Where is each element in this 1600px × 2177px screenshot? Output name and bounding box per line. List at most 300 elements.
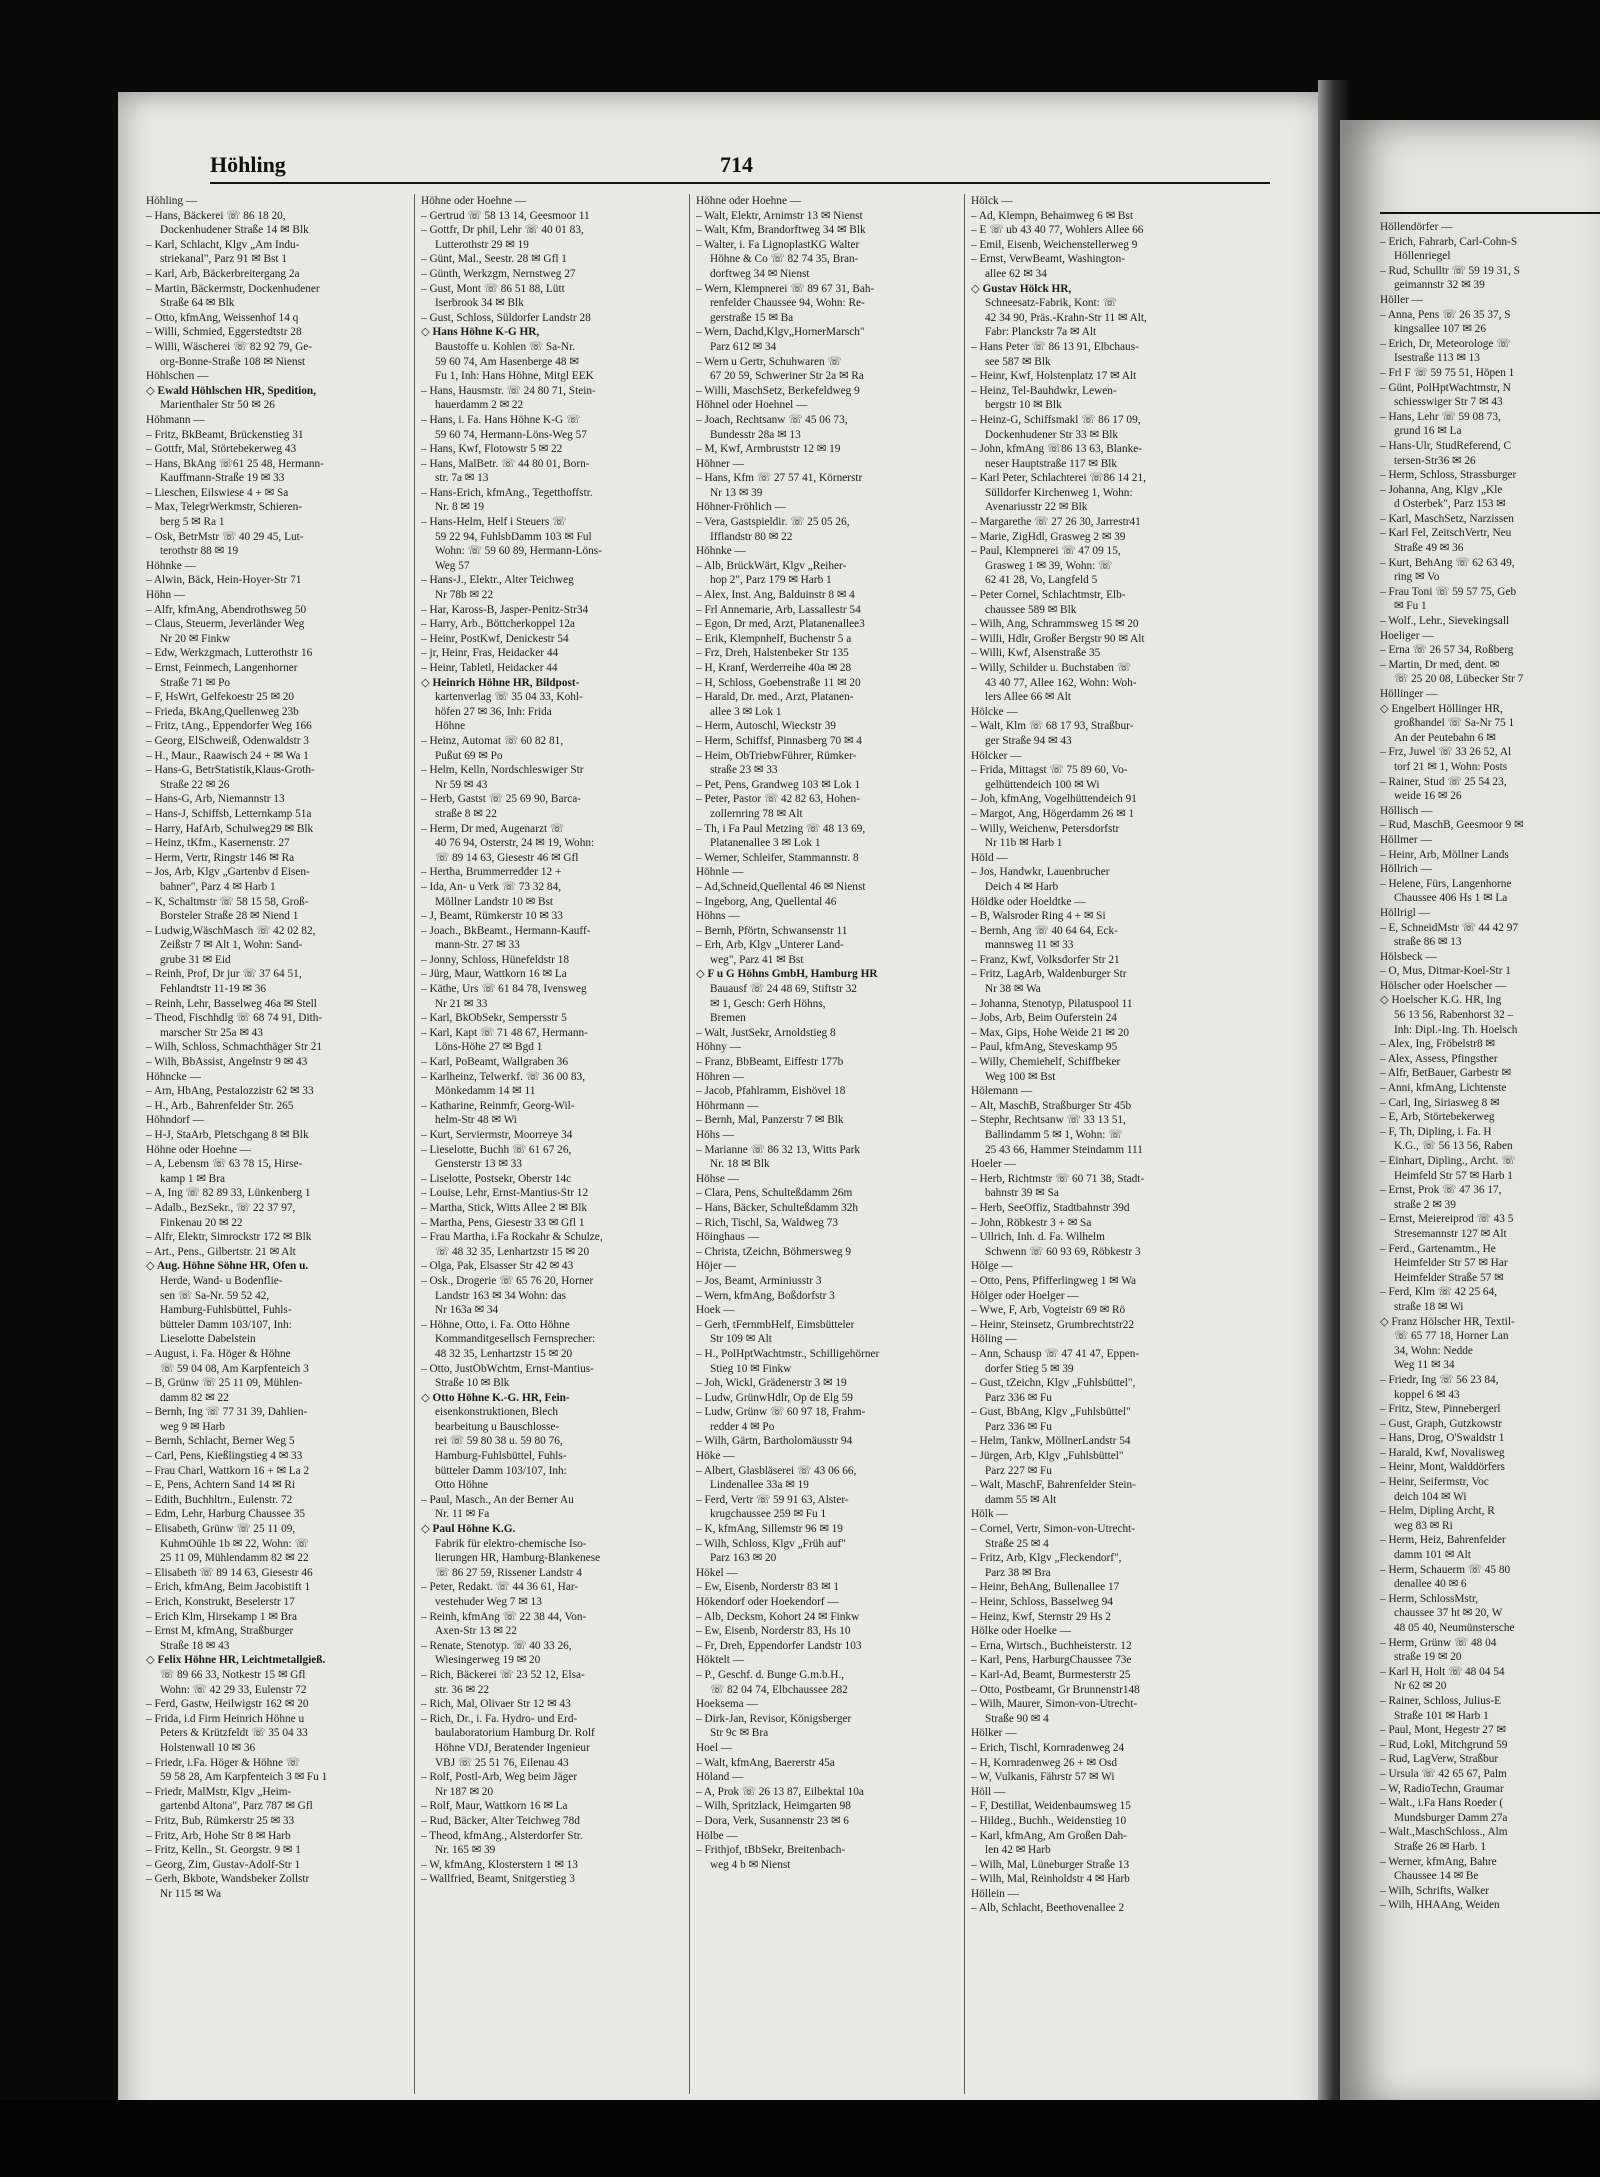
directory-entry: – Jos, Arb, Klgv „Gartenbv d Eisen- — [146, 866, 310, 879]
directory-entry: KuhmOühle 1b ✉ 22, Wohn: ☏ — [160, 1537, 309, 1550]
directory-entry: Str 9c ✉ Bra — [710, 1727, 769, 1740]
directory-entry: – Gottfr, Dr phil, Lehr ☏ 40 01 83, — [421, 224, 584, 237]
directory-entry: – Franz, Kwf, Volksdorfer Str 21 — [971, 953, 1120, 966]
directory-entry: VBJ ☏ 25 51 76, Eilenau 43 — [435, 1756, 569, 1769]
directory-entry: – Walt, kfmAng, Baererstr 45a — [696, 1756, 835, 1769]
directory-entry: – Willi, Kwf, Alsenstraße 35 — [971, 647, 1101, 660]
facing-page-entry: – Heinr, Mont, Walddörfers — [1380, 1461, 1505, 1474]
directory-entry: – Wilh, Gärtn, Bartholomäusstr 94 — [696, 1435, 853, 1448]
directory-entry: – Willy, Chemiehelf, Schiffbeker — [971, 1056, 1121, 1069]
facing-page-entry: – Wilh, Schrifts, Walker — [1380, 1884, 1489, 1897]
surname-heading: Höhs — — [696, 1129, 734, 1141]
facing-page-entry: Höllrigl — — [1380, 906, 1430, 919]
directory-entry: ◇ F u G Höhns GmbH, Hamburg HR — [696, 968, 878, 981]
directory-entry: – Willi, Schmied, Eggerstedtstr 28 — [146, 326, 302, 339]
facing-page-entry: Mundsburger Damm 27a — [1394, 1811, 1508, 1824]
directory-entry: – Ludw, Grünw ☏ 60 97 18, Frahm- — [696, 1406, 866, 1419]
column-divider — [689, 194, 690, 2094]
directory-entry: – Liselotte, Postsekr, Oberstr 14c — [421, 1172, 572, 1185]
scan-border — [0, 2100, 1600, 2177]
directory-entry: Marienthaler Str 50 ✉ 26 — [160, 399, 275, 412]
surname-heading: Höhncke — — [146, 1070, 201, 1083]
directory-entry: ◇ Felix Höhne HR, Leichtmetallgieß. — [146, 1654, 326, 1667]
directory-entry: – Walt, JustSekr, Arnoldstieg 8 — [696, 1026, 836, 1039]
directory-entry: – Alb, Schlacht, Beethovenallee 2 — [971, 1902, 1125, 1915]
directory-entry: Platanenallee 3 ✉ Lok 1 — [710, 837, 821, 850]
facing-page-entry: koppel 6 ✉ 43 — [1394, 1388, 1460, 1401]
directory-entry: Nr. 11 ✉ Fa — [435, 1508, 490, 1521]
directory-entry: Lindenallee 33a ✉ 19 — [710, 1479, 809, 1492]
directory-entry: Bundesstr 28a ✉ 13 — [710, 428, 801, 441]
directory-entry: – Fritz, tAng., Eppendorfer Weg 166 — [146, 720, 312, 733]
facing-page-entry: – Alex, Assess, Pfingsther — [1380, 1052, 1498, 1065]
facing-page-entry: K.G., ☏ 56 13 56, Raben — [1394, 1140, 1513, 1153]
directory-entry: – Osk, BetrMstr ☏ 40 29 45, Lut- — [146, 530, 304, 543]
directory-entry: Dockenhudener Str 33 ✉ Blk — [985, 428, 1119, 441]
surname-heading: Hölger oder Hoelger — — [971, 1289, 1079, 1302]
surname-heading: Höhnle — — [696, 866, 744, 879]
facing-page-entry: Stresemannstr 127 ✉ Alt — [1394, 1227, 1507, 1240]
directory-entry: Hamburg-Fuhlsbüttel, Fuhls- — [160, 1304, 292, 1317]
directory-entry: Höhne VDJ, Beratender Ingenieur — [435, 1741, 590, 1754]
directory-entry: – Louise, Lehr, Ernst-Mantius-Str 12 — [421, 1187, 589, 1200]
facing-page — [1340, 120, 1600, 2110]
directory-entry: – Jos, Beamt, Arminiusstr 3 — [696, 1274, 822, 1287]
surname-heading: Höhnel oder Hoehnel — — [696, 399, 808, 412]
directory-entry: – Rich, Mal, Olivaer Str 12 ✉ 43 — [421, 1698, 571, 1711]
directory-entry: Straße 90 ✉ 4 — [985, 1712, 1049, 1725]
directory-entry: – Fritz, Arb, Hohe Str 8 ✉ Harb — [146, 1829, 291, 1842]
directory-entry: – Claus, Steuerm, Jeverländer Weg — [146, 618, 305, 631]
directory-entry: – Alwin, Bäck, Hein-Hoyer-Str 71 — [146, 574, 302, 587]
facing-page-entry: – W, RadioTechn, Graumar — [1380, 1782, 1504, 1795]
directory-entry: – Georg, ElSchweiß, Odenwaldstr 3 — [146, 734, 309, 747]
directory-entry: – Alfr, kfmAng, Abendrothsweg 50 — [146, 603, 307, 616]
facing-page-entry: – Rud, Lokl, Mitchgrund 59 — [1380, 1738, 1508, 1751]
directory-entry: Parz 227 ✉ Fu — [985, 1464, 1052, 1477]
directory-entry: – Bernh, Pförtn, Schwansenstr 11 — [696, 924, 848, 937]
surname-heading: Höke — — [696, 1450, 735, 1463]
directory-entry: – Wern, kfmAng, Boßdorfstr 3 — [696, 1289, 835, 1302]
facing-page-entry: d Osterbek", Parz 153 ✉ — [1394, 498, 1506, 511]
directory-entry: – Fritz, Arb, Klgv „Fleckendorf", — [971, 1552, 1122, 1565]
facing-page-entry: ☏ 65 77 18, Horner Lan — [1394, 1330, 1509, 1343]
facing-page-entry: – Hans, Drog, O'Swaldstr 1 — [1380, 1432, 1505, 1445]
directory-entry: – Martin, Bäckermstr, Dockenhudener — [146, 282, 320, 295]
facing-page-entry: – Fritz, Stew, Pinnebergerl — [1380, 1403, 1501, 1416]
directory-entry: – Martha, Pens, Giesestr 33 ✉ Gfl 1 — [421, 1216, 585, 1229]
directory-entry: – H., PolHptWachtmstr., Schilligehörner — [696, 1347, 880, 1360]
directory-entry: Nr 21 ✉ 33 — [435, 997, 488, 1010]
facing-page-entry: Nr 62 ✉ 20 — [1394, 1680, 1447, 1693]
directory-entry: mann-Str. 27 ✉ 33 — [435, 939, 520, 952]
directory-entry: Iserbrook 34 ✉ Blk — [435, 297, 524, 310]
directory-entry: Nr. 18 ✉ Blk — [710, 1158, 770, 1171]
directory-entry: Parz 163 ✉ 20 — [710, 1552, 777, 1565]
directory-entry: – Katharine, Reinmfr, Georg-Wil- — [421, 1099, 575, 1112]
directory-entry: – Jürgen, Arb, Klgv „Fuhlsbüttel" — [971, 1450, 1124, 1463]
directory-entry: – Bernh, Ing ☏ 77 31 39, Dahlien- — [146, 1406, 308, 1419]
facing-page-entry: Straße 101 ✉ Harb 1 — [1394, 1709, 1489, 1722]
surname-heading: Höhren — — [696, 1070, 745, 1083]
directory-entry: kartenverlag ☏ 35 04 33, Kohl- — [435, 691, 583, 704]
directory-entry: – Th, i Fa Paul Metzing ☏ 48 13 69, — [696, 822, 866, 835]
directory-entry: neser Hauptstraße 117 ✉ Blk — [985, 457, 1118, 470]
directory-entry: – Vera, Gastspieldir. ☏ 25 05 26, — [696, 516, 850, 529]
directory-entry: – Hans-Helm, Helf i Steuers ☏ — [421, 516, 567, 529]
column-3 — [696, 194, 954, 1872]
directory-entry: Holstenwall 10 ✉ 36 — [160, 1741, 256, 1754]
directory-entry: – Heim, ObTriebwFührer, Rümker- — [696, 749, 857, 762]
directory-entry: 59 60 74, Hermann-Löns-Weg 57 — [435, 428, 587, 441]
directory-entry: – Karlheinz, Telwerkf. ☏ 36 00 83, — [421, 1070, 586, 1083]
facing-page-entry: – Ernst, Prok ☏ 47 36 17, — [1380, 1184, 1502, 1197]
directory-entry: – Paul, Klempnerei ☏ 47 09 15, — [971, 545, 1121, 558]
directory-entry: Str 109 ✉ Alt — [710, 1333, 772, 1346]
directory-page — [118, 92, 1340, 2152]
directory-entry: Nr 38 ✉ Wa — [985, 983, 1041, 996]
facing-page-entry: kingsallee 107 ✉ 26 — [1394, 323, 1486, 336]
directory-entry: – Hans, BkAng ☏61 25 48, Hermann- — [146, 457, 324, 470]
directory-entry: – Arn, HbAng, Pestalozzistr 62 ✉ 33 — [146, 1085, 314, 1098]
facing-page-entry: Chaussee 14 ✉ Be — [1394, 1870, 1479, 1883]
directory-entry: Nr 11b ✉ Harb 1 — [985, 837, 1063, 850]
directory-entry: – Otto, JustObWchtm, Ernst-Mantius- — [421, 1362, 594, 1375]
directory-entry: – H, Kranf, Werderreihe 40a ✉ 28 — [696, 662, 852, 674]
directory-entry: ◇ Ewald Höhlschen HR, Spedition, — [146, 384, 317, 397]
directory-entry: Lutterothstr 29 ✉ 19 — [435, 238, 529, 251]
directory-entry: – Joach, Rechtsanw ☏ 45 06 73, — [696, 413, 848, 426]
facing-page-entry: Hölsbeck — — [1380, 950, 1437, 963]
directory-entry: – Ida, An- u Verk ☏ 73 32 84, — [421, 880, 562, 893]
directory-entry: – John, Röbkestr 3 + ✉ Sa — [971, 1216, 1092, 1229]
directory-entry: – Herm, Vertr, Ringstr 146 ✉ Ra — [146, 851, 295, 864]
surname-heading: Höhner — — [696, 457, 745, 470]
directory-entry: – Walt, Kfm, Brandorftweg 34 ✉ Blk — [696, 224, 866, 237]
directory-entry: – Heinr, Kwf, Holstenplatz 17 ✉ Alt — [971, 370, 1137, 383]
directory-entry: lers Allee 66 ✉ Alt — [985, 691, 1072, 704]
directory-entry: – Ludw, GrünwHdlr, Op de Elg 59 — [696, 1391, 853, 1404]
surname-heading: Höllein — — [971, 1887, 1020, 1900]
directory-entry: Höhne — [435, 720, 466, 733]
facing-page-entry: – O, Mus, Ditmar-Koel-Str 1 — [1380, 965, 1511, 978]
surname-heading: Höhny — — [696, 1041, 741, 1054]
facing-page-entry: – Anni, kfmAng, Lichtenste — [1380, 1082, 1507, 1095]
directory-entry: Straße 10 ✉ Blk — [435, 1377, 510, 1390]
directory-entry: Fu 1, Inh: Hans Höhne, Mitgl EEK — [435, 370, 594, 383]
directory-entry: – Johanna, Stenotyp, Pilatuspool 11 — [971, 997, 1133, 1010]
directory-entry: – Frida, i.d Firm Heinrich Höhne u — [146, 1712, 305, 1725]
surname-heading: Höhn — — [146, 589, 186, 602]
directory-entry: – Walt, Elektr, Arnimstr 13 ✉ Nienst — [696, 209, 863, 222]
directory-entry: – Wilh, Mal, Lüneburger Straße 13 — [971, 1858, 1130, 1871]
directory-entry: – Elisabeth, Grünw ☏ 25 11 09, — [146, 1523, 296, 1536]
directory-entry: straße 8 ✉ 22 — [435, 807, 497, 820]
surname-heading: Höhnke — — [146, 559, 196, 572]
directory-entry: – Peter, Redakt. ☏ 44 36 61, Har- — [421, 1581, 579, 1594]
directory-entry: – Günth, Werkzgm, Nernstweg 27 — [421, 267, 576, 280]
directory-entry: – Osk., Drogerie ☏ 65 76 20, Horner — [421, 1274, 594, 1287]
directory-entry: – Wilh, Maurer, Simon-von-Utrecht- — [971, 1698, 1138, 1711]
directory-entry: – Marie, ZigHdl, Grasweg 2 ✉ 39 — [971, 530, 1126, 543]
directory-entry: – Gertrud ☏ 58 13 14, Geesmoor 11 — [421, 209, 590, 222]
directory-entry: 25 43 66, Hammer Steindamm 111 — [985, 1143, 1143, 1156]
facing-page-entry: Höllmer — — [1380, 833, 1432, 846]
directory-entry: – W, kfmAng, Klosterstern 1 ✉ 13 — [421, 1858, 578, 1871]
directory-entry: Wiesingerweg 19 ✉ 20 — [435, 1654, 541, 1667]
directory-entry: – Edm, Lehr, Harburg Chaussee 35 — [146, 1508, 306, 1521]
facing-page-entry: – Ferd, Klm ☏ 42 25 64, — [1380, 1286, 1498, 1299]
directory-entry: helm-Str 48 ✉ Wi — [435, 1114, 517, 1127]
directory-entry: – Lieselotte, Buchh ☏ 61 67 26, — [421, 1143, 572, 1156]
facing-page-entry: – Frau Toni ☏ 59 57 75, Geb — [1380, 585, 1517, 598]
directory-entry: – Ernst, Feinmech, Langenhorner — [146, 662, 298, 674]
surname-heading: Hökendorf oder Hoekendorf — — [696, 1596, 839, 1608]
directory-entry: weg", Parz 41 ✉ Bst — [710, 953, 804, 966]
directory-entry: – Alfr, Elektr, Simrockstr 172 ✉ Blk — [146, 1231, 312, 1244]
facing-page-entry: Höllinger — — [1380, 688, 1438, 700]
directory-entry: ger Straße 94 ✉ 43 — [985, 734, 1072, 747]
directory-entry: – Fritz, BkBeamt, Brückenstieg 31 — [146, 428, 304, 441]
directory-entry: – Frida, Mittagst ☏ 75 89 60, Vo- — [971, 764, 1128, 777]
directory-entry: – Edith, Buchhltrn., Eulenstr. 72 — [146, 1493, 293, 1506]
directory-entry: Fabrik für elektro-chemische Iso- — [435, 1537, 587, 1550]
directory-entry: – Wilh, BbAssist, Angelnstr 9 ✉ 43 — [146, 1056, 308, 1069]
directory-entry: Bremen — [710, 1012, 746, 1025]
directory-entry: – Erich, Konstrukt, Beselerstr 17 — [146, 1596, 295, 1608]
directory-entry: – jr, Heinr, Fras, Heidacker 44 — [421, 647, 559, 660]
directory-entry: – Bernh, Ang ☏ 40 64 64, Eck- — [971, 924, 1118, 937]
directory-entry: – Ew, Eisenb, Norderstr 83 ✉ 1 — [696, 1581, 840, 1594]
directory-entry: – H., Maur., Raawisch 24 + ✉ Wa 1 — [146, 749, 309, 762]
directory-entry: – Wern, Klempnerei ☏ 89 67 31, Bah- — [696, 282, 875, 295]
directory-entry: Hamburg-Fuhlsbüttel, Fuhls- — [435, 1450, 567, 1463]
surname-heading: Hölcker — — [971, 749, 1022, 762]
facing-page-entry: – Erich, Dr, Meteorologe ☏ — [1380, 337, 1511, 350]
directory-entry: – John, kfmAng ☏86 13 63, Blanke- — [971, 443, 1143, 456]
directory-entry: – H, Kornradenweg 26 + ✉ Osd — [971, 1756, 1118, 1769]
directory-entry: – Willi, Wäscherei ☏ 82 92 79, Ge- — [146, 340, 313, 353]
column-2 — [421, 194, 679, 1887]
directory-entry: allee 3 ✉ Lok 1 — [710, 705, 782, 718]
directory-entry: ◇ Hans Höhne K-G HR, — [421, 326, 540, 339]
directory-entry: – Erh, Arb, Klgv „Unterer Land- — [696, 939, 844, 952]
directory-entry: – Wwe, F, Arb, Vogteistr 69 ✉ Rö — [971, 1304, 1126, 1317]
facing-page-entry: – Martin, Dr med, dent. ✉ — [1380, 658, 1500, 671]
directory-entry: Fabr: Planckstr 7a ✉ Alt — [985, 326, 1097, 339]
directory-entry: Avenariusstr 22 ✉ Blk — [985, 501, 1088, 514]
directory-entry: org-Bonne-Straße 108 ✉ Nienst — [160, 355, 306, 368]
directory-entry: – Dirk-Jan, Revisor, Königsberger — [696, 1712, 852, 1725]
facing-page-entry: ◇ Franz Hölscher HR, Textil- — [1380, 1315, 1515, 1328]
directory-entry: – Günt, Mal., Seestr. 28 ✉ Gfl 1 — [421, 253, 567, 266]
directory-entry: – Frithjof, tBbSekr, Breitenbach- — [696, 1844, 846, 1857]
directory-entry: – Bernh, Mal, Panzerstr 7 ✉ Blk — [696, 1114, 844, 1127]
facing-page-entry: – Herm, Heiz, Bahrenfelder — [1380, 1534, 1506, 1547]
facing-page-entry: – Ursula ☏ 42 65 67, Palm — [1380, 1767, 1507, 1780]
facing-page-entry: Hölscher oder Hoelscher — — [1380, 979, 1507, 992]
directory-entry: lierungen HR, Hamburg-Blankenese — [435, 1552, 601, 1565]
directory-entry: Ifflandstr 80 ✉ 22 — [710, 530, 793, 543]
directory-entry: ◇ Paul Höhne K.G. — [421, 1523, 516, 1536]
directory-entry: ✉ 1, Gesch: Gerh Höhns, — [710, 997, 826, 1010]
directory-entry: weg 9 ✉ Harb — [160, 1420, 225, 1433]
facing-page-entry: – Paul, Mont, Hegestr 27 ✉ — [1380, 1724, 1506, 1737]
directory-entry: mannsweg 11 ✉ 33 — [985, 939, 1074, 952]
directory-entry: – Wern, Dachd,Klgv„HornerMarsch" — [696, 326, 865, 339]
directory-entry: – Hertha, Brummerredder 12 + — [421, 866, 562, 879]
directory-entry: – H-J, StaArb, Pletschgang 8 ✉ Blk — [146, 1129, 309, 1141]
facing-page-entry: – F, Th, Dipling, i. Fa. H — [1380, 1125, 1492, 1138]
directory-entry: 40 76 94, Osterstr, 24 ✉ 19, Wohn: — [435, 837, 595, 850]
directory-entry: vestehuder Weg 7 ✉ 13 — [435, 1596, 542, 1608]
directory-entry: – Werner, Schleifer, Stammannstr. 8 — [696, 851, 859, 864]
surname-heading: Höll — — [971, 1785, 1006, 1798]
directory-entry: – Hans-Erich, kfmAng., Tegetthoffstr. — [421, 486, 593, 499]
directory-entry: – Hildeg., Buchh., Weidenstieg 10 — [971, 1814, 1127, 1827]
directory-entry: – Willy, Schilder u. Buchstaben ☏ — [971, 662, 1131, 674]
directory-entry: – Fritz, LagArb, Waldenburger Str — [971, 968, 1127, 981]
directory-entry: – Walter, i. Fa LignoplastKG Walter — [696, 238, 860, 251]
directory-entry: – Pet, Pens, Grandweg 103 ✉ Lok 1 — [696, 778, 861, 791]
facing-page-entry: Höllisch — — [1380, 804, 1433, 817]
facing-page-entry: – Herm, Schauerm ☏ 45 80 — [1380, 1563, 1511, 1576]
surname-heading: Höland — — [696, 1771, 744, 1784]
surname-heading: Höhmann — — [146, 413, 205, 426]
facing-page-entry: weg 83 ✉ Ri — [1394, 1519, 1453, 1532]
directory-entry: – Willi, Hdlr, Großer Bergstr 90 ✉ Alt — [971, 632, 1145, 645]
facing-page-entry: Straße 26 ✉ Harb. 1 — [1394, 1840, 1486, 1853]
directory-entry: ◇ Otto Höhne K.-G. HR, Fein- — [421, 1391, 570, 1404]
directory-entry: – Karl, Schlacht, Klgv „Am Indu- — [146, 238, 300, 251]
surname-heading: Hölemann — — [971, 1085, 1033, 1098]
directory-entry: – Karl-Ad, Beamt, Burmesterstr 25 — [971, 1668, 1131, 1681]
directory-entry: kamp 1 ✉ Bra — [160, 1172, 225, 1185]
directory-entry: – Olga, Pak, Elsasser Str 42 ✉ 43 — [421, 1260, 574, 1273]
directory-entry: 42 34 90, Präs.-Krahn-Str 11 ✉ Alt, — [985, 311, 1147, 324]
facing-page-entry: deich 104 ✉ Wi — [1394, 1490, 1467, 1503]
directory-entry: Sülldorfer Kirchenweg 1, Wohn: — [985, 486, 1133, 499]
directory-entry: – Herb, Gastst ☏ 25 69 90, Barca- — [421, 793, 582, 806]
directory-entry: – K, kfmAng, Sillemstr 96 ✉ 19 — [696, 1523, 843, 1536]
directory-entry: – K, Schaltmstr ☏ 58 15 58, Groß- — [146, 895, 309, 908]
page-header — [210, 152, 1270, 184]
directory-entry: ☏ 89 66 33, Notkestr 15 ✉ Gfl — [160, 1668, 306, 1681]
directory-entry: Herde, Wand- u Bodenflie- — [160, 1274, 283, 1287]
directory-entry: – F, HsWrt, Gelfekoestr 25 ✉ 20 — [146, 691, 295, 704]
directory-entry: – Ernst M, kfmAng, Straßburger — [146, 1625, 294, 1638]
directory-entry: terothstr 88 ✉ 19 — [160, 545, 239, 558]
directory-entry: rei ☏ 59 80 38 u. 59 80 76, — [435, 1435, 563, 1448]
directory-entry: – Ludwig,WäschMasch ☏ 42 02 82, — [146, 924, 316, 937]
directory-entry: – Erich, kfmAng, Beim Jacobistift 1 — [146, 1581, 311, 1594]
directory-entry: damm 55 ✉ Alt — [985, 1493, 1057, 1506]
directory-entry: damm 82 ✉ 22 — [160, 1391, 229, 1404]
facing-page-entry: – Frl F ☏ 59 75 51, Höpen 1 — [1380, 366, 1515, 379]
directory-entry: – Ullrich, Inh. d. Fa. Wilhelm — [971, 1231, 1105, 1244]
directory-entry: – Harry, Arb., Böttcherkoppel 12a — [421, 618, 575, 631]
directory-entry: Nr 59 ✉ 43 — [435, 778, 488, 791]
directory-entry: Ballindamm 5 ✉ 1, Wohn: ☏ — [985, 1129, 1123, 1141]
directory-entry: allee 62 ✉ 34 — [985, 267, 1047, 280]
directory-entry: – H, Schloss, Goebenstraße 11 ✉ 20 — [696, 676, 861, 689]
directory-entry: – J, Beamt, Rümkerstr 10 ✉ 33 — [421, 910, 563, 923]
directory-entry: – Har, Kaross-B, Jasper-Penitz-Str34 — [421, 603, 589, 616]
directory-entry: – F, Destillat, Weidenbaumsweg 15 — [971, 1800, 1131, 1813]
directory-entry: – Marianne ☏ 86 32 13, Witts Park — [696, 1143, 861, 1156]
directory-entry: ☏ 59 04 08, Am Karpfenteich 3 — [160, 1362, 309, 1375]
directory-entry: Mönkedamm 14 ✉ 11 — [435, 1085, 536, 1098]
facing-page-entry: An der Peutebahn 6 ✉ — [1394, 731, 1496, 744]
directory-entry: – Hans, MalBetr. ☏ 44 80 01, Born- — [421, 457, 590, 470]
directory-entry: – Erich, Tischl, Kornradenweg 24 — [971, 1741, 1125, 1754]
facing-page-entry: – Alex, Ing, Fröbelstr8 ✉ — [1380, 1038, 1495, 1051]
directory-entry: – Gust, BbAng, Klgv „Fuhlsbüttel" — [971, 1406, 1131, 1419]
directory-entry: – P., Geschf. d. Bunge G.m.b.H., — [696, 1668, 845, 1681]
directory-entry: – Herm, Schiffsf, Pinnasberg 70 ✉ 4 — [696, 734, 862, 747]
directory-entry: Bauausf ☏ 24 48 69, Stiftstr 32 — [710, 983, 857, 996]
directory-entry: Schneesatz-Fabrik, Kont: ☏ — [985, 297, 1117, 310]
facing-page-entry: – Heinr, Seifermstr, Voc — [1380, 1476, 1489, 1489]
facing-page-entry: ring ✉ Vo — [1394, 571, 1440, 584]
directory-entry: – Fritz, Kelln., St. Georgstr. 9 ✉ 1 — [146, 1844, 301, 1857]
directory-entry: bütteler Damm 103/107, Inh: — [435, 1464, 567, 1477]
surname-heading: Höinghaus — — [696, 1231, 760, 1244]
directory-entry: – August, i. Fa. Höger & Höhne — [146, 1347, 291, 1360]
directory-entry: – B, Walsroder Ring 4 + ✉ Si — [971, 910, 1106, 923]
directory-entry: – Adalb., BezSekr., ☏ 22 37 97, — [146, 1201, 296, 1214]
directory-entry: Gensterstr 13 ✉ 33 — [435, 1158, 522, 1171]
facing-page-entry: – Alfr, BetBauer, Garbestr ✉ — [1380, 1067, 1511, 1080]
directory-entry: dorftweg 34 ✉ Nienst — [710, 267, 810, 280]
directory-entry: Höhne & Co ☏ 82 74 35, Bran- — [710, 253, 859, 266]
surname-heading: Höhne oder Hoehne — — [146, 1143, 252, 1156]
column-divider — [964, 194, 965, 2094]
directory-entry: 62 41 28, Vo, Langfeld 5 — [985, 574, 1098, 587]
surname-heading: Hölke oder Hoelke — — [971, 1625, 1072, 1638]
facing-page-entry: ✉ Fu 1 — [1394, 600, 1427, 613]
directory-entry: – Theod, Fischhdlg ☏ 68 74 91, Dith- — [146, 1012, 323, 1025]
facing-page-entry: – Ferd., Gartenamtm., He — [1380, 1242, 1496, 1255]
directory-entry: – Heinr, Steinsetz, Grumbrechtstr22 — [971, 1318, 1134, 1331]
facing-page-entry: – Harald, Kwf, Novalisweg — [1380, 1446, 1505, 1459]
directory-entry: hauerdamm 2 ✉ 22 — [435, 399, 524, 412]
surname-heading: Höldke oder Hoeldtke — — [971, 895, 1086, 908]
directory-entry: Nr 115 ✉ Wa — [160, 1887, 221, 1900]
facing-page-entry: Inh: Dipl.-Ing. Th. Hoelsch — [1394, 1023, 1518, 1036]
surname-heading: Hoeler — — [971, 1158, 1016, 1171]
facing-page-column — [1380, 212, 1600, 1913]
facing-page-entry: – Heinr, Arb, Möllner Lands — [1380, 848, 1509, 861]
directory-entry: – M, Kwf, Armbruststr 12 ✉ 19 — [696, 443, 841, 456]
directory-entry: – Heinr, Schloss, Basselweg 94 — [971, 1596, 1113, 1608]
directory-entry: – Otto, kfmAng, Weissenhof 14 q — [146, 311, 299, 324]
directory-entry: – Heinr, BehAng, Bullenallee 17 — [971, 1581, 1120, 1594]
directory-entry: gartenbd Altona", Parz 787 ✉ Gfl — [160, 1800, 313, 1813]
directory-entry: Nr 163a ✉ 34 — [435, 1304, 499, 1317]
directory-entry: – Karl, BkObSekr, Sempersstr 5 — [421, 1012, 567, 1025]
directory-entry: – Karl, PoBeamt, Wallgraben 36 — [421, 1056, 568, 1069]
directory-entry: – Herm, Autoschl, Wieckstr 39 — [696, 720, 836, 733]
directory-entry: Dockenhudener Straße 14 ✉ Blk — [160, 224, 309, 237]
directory-entry: hop 2", Parz 179 ✉ Harb 1 — [710, 574, 832, 587]
surname-heading: Höhnke — — [696, 545, 746, 558]
directory-entry: – Peter Cornel, Schlachtmstr, Elb- — [971, 589, 1126, 602]
facing-page-entry: – Herm, SchlossMstr, — [1380, 1592, 1479, 1605]
directory-entry: – Gerh, Bkbote, Wandsbeker Zollstr — [146, 1873, 310, 1886]
directory-entry: – Wilh, Schloss, Klgv „Früh auf" — [696, 1537, 846, 1550]
directory-entry: Landstr 163 ✉ 34 Wohn: das — [435, 1289, 567, 1302]
